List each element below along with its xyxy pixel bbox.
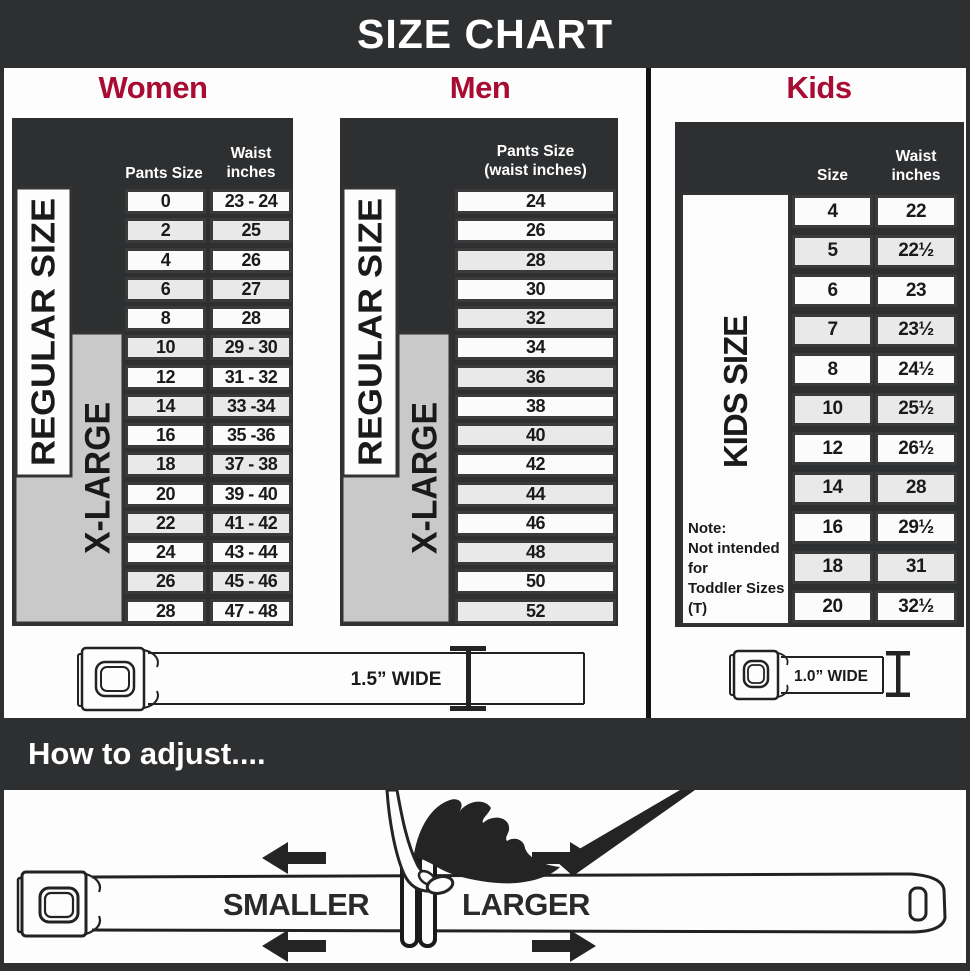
- size-chart-panel: [4, 68, 966, 718]
- table-row: [12, 480, 293, 509]
- table-cell: 38: [455, 394, 616, 419]
- how-to-adjust-illustration: [4, 790, 966, 963]
- table-cell: 39 - 40: [210, 482, 292, 507]
- hand-silhouette: [387, 790, 695, 896]
- table-cell: 14: [125, 394, 206, 419]
- table-cell: 29½: [875, 511, 957, 544]
- table-row: [675, 508, 964, 548]
- kids-belt-width-label: 1.0” WIDE: [793, 668, 869, 685]
- table-cell: 32½: [875, 590, 957, 623]
- table-cell: 52: [455, 599, 616, 624]
- table-row: [340, 480, 618, 509]
- table-cell: 18: [792, 551, 873, 584]
- column-header-waist-inches: Waist inches: [226, 145, 276, 181]
- table-cell: 22: [125, 511, 206, 536]
- table-cell: 36: [455, 365, 616, 390]
- table-row: [340, 538, 618, 567]
- size-chart-title-bar: [0, 0, 970, 68]
- larger-label: LARGER: [462, 887, 590, 922]
- table-row: [340, 187, 618, 216]
- table-row: [675, 390, 964, 430]
- table-cell: 50: [455, 569, 616, 594]
- table-row: [12, 363, 293, 392]
- table-row: [340, 363, 618, 392]
- table-cell: 34: [455, 335, 616, 360]
- column-header-size: Size: [816, 167, 848, 184]
- table-row: [675, 232, 964, 272]
- table-cell: 32: [455, 306, 616, 331]
- table-row: [12, 187, 293, 216]
- table-cell: 27: [210, 277, 292, 302]
- table-cell: 45 - 46: [210, 569, 292, 594]
- table-cell: 26: [455, 218, 616, 243]
- table-cell: 26½: [875, 432, 957, 465]
- table-cell: 31 - 32: [210, 365, 292, 390]
- table-row: [675, 548, 964, 588]
- table-row: [12, 275, 293, 304]
- width-marker-icon: [886, 651, 910, 697]
- table-row: [340, 333, 618, 362]
- table-row: [675, 587, 964, 627]
- table-row: [12, 567, 293, 596]
- table-cell: 24: [455, 189, 616, 214]
- table-row: [340, 392, 618, 421]
- women-table-rows: [12, 187, 293, 626]
- table-cell: 2: [125, 218, 206, 243]
- table-cell: 24½: [875, 353, 957, 386]
- table-cell: 23 - 24: [210, 189, 292, 214]
- table-cell: 20: [792, 590, 873, 623]
- table-row: [12, 421, 293, 450]
- women-size-table: [12, 118, 293, 626]
- table-cell: 8: [792, 353, 873, 386]
- table-cell: 26: [125, 569, 206, 594]
- adult-belt-width-label: 1.5” WIDE: [350, 669, 442, 690]
- table-cell: 23½: [875, 314, 957, 347]
- adjust-belt-graphic: [4, 790, 966, 963]
- section-title-women: Women: [98, 70, 208, 105]
- column-header-pants-size: Pants Size: [125, 165, 203, 182]
- arm-line: [557, 790, 695, 876]
- table-row: [340, 275, 618, 304]
- table-row: [12, 216, 293, 245]
- table-cell: 22½: [875, 235, 957, 268]
- table-row: [340, 567, 618, 596]
- table-cell: 47 - 48: [210, 599, 292, 624]
- table-row: [675, 350, 964, 390]
- table-cell: 28: [210, 306, 292, 331]
- regular-size-label: REGULAR SIZE: [351, 220, 389, 466]
- xlarge-size-label: X-LARGE: [78, 396, 118, 554]
- table-row: [675, 469, 964, 509]
- table-cell: 35 -36: [210, 423, 292, 448]
- table-cell: 30: [455, 277, 616, 302]
- section-divider: [646, 68, 651, 718]
- page-title: SIZE CHART: [357, 10, 613, 57]
- table-cell: 40: [455, 423, 616, 448]
- table-row: [340, 216, 618, 245]
- table-cell: 31: [875, 551, 957, 584]
- table-cell: 5: [792, 235, 873, 268]
- arrow-left-icon: [262, 930, 326, 962]
- table-cell: 18: [125, 452, 206, 477]
- seatbelt-buckle-icon: [18, 872, 100, 936]
- arrow-right-icon: [532, 930, 596, 962]
- table-row: [340, 597, 618, 626]
- column-header-waist-inches: Waist inches: [891, 148, 941, 184]
- table-cell: 23: [875, 274, 957, 307]
- table-cell: 20: [125, 482, 206, 507]
- table-cell: 16: [125, 423, 206, 448]
- kids-table-rows: [675, 192, 964, 627]
- table-cell: 14: [792, 472, 873, 505]
- kids-size-table: [675, 122, 964, 627]
- toddler-note: Note: Not intended for Toddler Sizes (T): [688, 520, 785, 617]
- table-cell: 6: [792, 274, 873, 307]
- table-cell: 22: [875, 195, 957, 228]
- table-row: [12, 392, 293, 421]
- table-cell: 46: [455, 511, 616, 536]
- table-row: [12, 304, 293, 333]
- seatbelt-buckle-icon: [730, 651, 788, 699]
- table-cell: 12: [125, 365, 206, 390]
- table-cell: 10: [792, 393, 873, 426]
- table-cell: 4: [792, 195, 873, 228]
- belt-tip: [890, 874, 945, 932]
- regular-size-label: REGULAR SIZE: [24, 220, 62, 466]
- table-row: [12, 246, 293, 275]
- table-cell: 26: [210, 248, 292, 273]
- table-row: [12, 450, 293, 479]
- table-row: [340, 246, 618, 275]
- table-row: [12, 538, 293, 567]
- table-row: [340, 304, 618, 333]
- table-cell: 7: [792, 314, 873, 347]
- table-cell: 33 -34: [210, 394, 292, 419]
- arrow-left-icon: [262, 842, 326, 874]
- table-row: [675, 311, 964, 351]
- table-cell: 0: [125, 189, 206, 214]
- table-cell: 42: [455, 452, 616, 477]
- adult-belt-illustration: [56, 640, 596, 720]
- table-row: [12, 333, 293, 362]
- section-title-men: Men: [449, 70, 511, 105]
- table-cell: 48: [455, 540, 616, 565]
- table-row: [340, 509, 618, 538]
- table-row: [12, 597, 293, 626]
- table-cell: 28: [125, 599, 206, 624]
- kids-size-label: KIDS SIZE: [716, 315, 754, 469]
- table-row: [340, 450, 618, 479]
- section-title-kids: Kids: [786, 70, 852, 105]
- table-row: [12, 509, 293, 538]
- table-cell: 43 - 44: [210, 540, 292, 565]
- men-table-rows: [340, 187, 618, 626]
- table-cell: 16: [792, 511, 873, 544]
- width-marker-icon: [450, 646, 486, 711]
- table-cell: 12: [792, 432, 873, 465]
- table-cell: 25: [210, 218, 292, 243]
- men-size-table: [340, 118, 618, 626]
- how-to-adjust-bar: [0, 718, 970, 790]
- smaller-label: SMALLER: [222, 887, 370, 922]
- table-cell: 44: [455, 482, 616, 507]
- column-header-pants-size-waist: Pants Size (waist inches): [484, 143, 587, 179]
- kids-belt-illustration: [726, 643, 938, 713]
- xlarge-size-label: X-LARGE: [405, 396, 445, 554]
- table-row: [675, 429, 964, 469]
- table-row: [675, 271, 964, 311]
- how-to-adjust-title: How to adjust....: [28, 736, 266, 771]
- table-cell: 4: [125, 248, 206, 273]
- table-cell: 28: [875, 472, 957, 505]
- table-cell: 29 - 30: [210, 335, 292, 360]
- table-cell: 24: [125, 540, 206, 565]
- table-cell: 28: [455, 248, 616, 273]
- table-cell: 10: [125, 335, 206, 360]
- table-row: [340, 421, 618, 450]
- table-cell: 8: [125, 306, 206, 331]
- seatbelt-buckle-icon: [78, 648, 158, 710]
- table-cell: 41 - 42: [210, 511, 292, 536]
- table-cell: 37 - 38: [210, 452, 292, 477]
- table-cell: 6: [125, 277, 206, 302]
- table-cell: 25½: [875, 393, 957, 426]
- table-row: [675, 192, 964, 232]
